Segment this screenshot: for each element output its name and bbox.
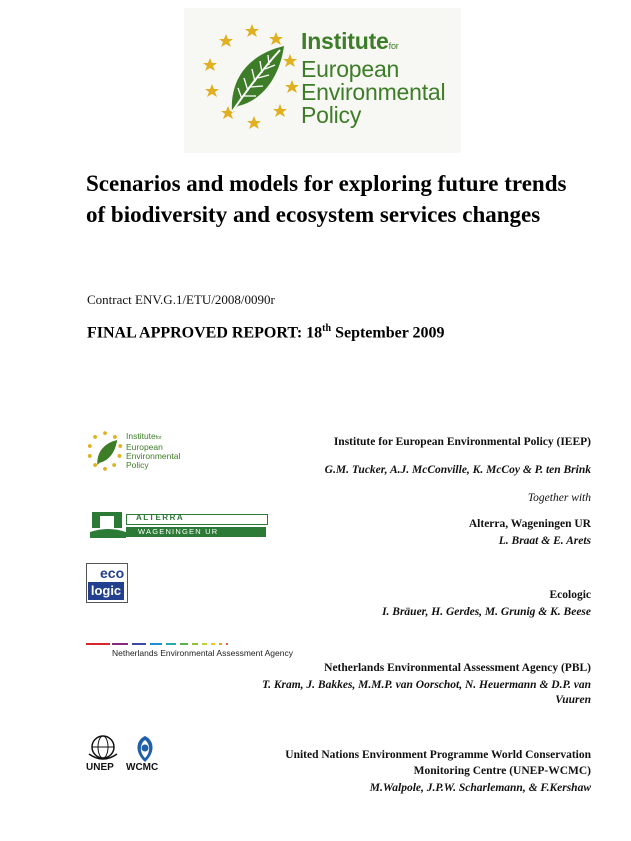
final-report-prefix: FINAL APPROVED REPORT: 18 <box>87 324 323 342</box>
logo-line-institute: Institute <box>301 28 389 54</box>
pbl-name: Netherlands Environmental Assessment Agency (PBL) <box>324 662 591 674</box>
ieep-small-line-for: for <box>155 435 162 441</box>
ecologic-logo-bottom: logic <box>88 582 124 600</box>
alterra-logo <box>90 510 270 540</box>
unep-wcmc-logo <box>86 734 172 776</box>
ieep-name: Institute for European Environmental Policy (IEEP) <box>333 436 591 448</box>
final-report-date <box>87 323 445 342</box>
alterra-logo-top: ALTERRA <box>136 513 185 522</box>
alterra-logo-bottom: WAGENINGEN UR <box>138 527 219 536</box>
wcmc-logo-text: WCMC <box>126 762 159 773</box>
logo-line-for: for <box>388 41 399 51</box>
final-report-sup: th <box>322 323 332 334</box>
unep-logo-text: UNEP <box>86 762 114 773</box>
pbl-logo <box>86 636 306 660</box>
ieep-logo <box>184 8 461 153</box>
unep-name-line2: Monitoring Centre (UNEP-WCMC) <box>413 765 591 777</box>
ecologic-name: Ecologic <box>549 589 591 601</box>
alterra-authors: L. Braat & E. Arets <box>498 535 591 547</box>
leaf-star-emblem-icon <box>202 20 302 130</box>
ieep-small-line-environmental: Environmental <box>126 451 181 461</box>
logo-line-environmental: Environmental <box>301 79 446 105</box>
logo-line-policy: Policy <box>301 102 362 128</box>
ecologic-logo-top: eco <box>100 565 125 581</box>
pbl-authors-line1: T. Kram, J. Bakkes, M.M.P. van Oorschot, N. Heuermann & D.P. van <box>262 679 591 691</box>
alterra-emblem-icon <box>90 510 126 540</box>
leaf-star-emblem-small-icon <box>86 430 124 472</box>
alterra-name: Alterra, Wageningen UR <box>468 518 591 530</box>
final-report-suffix: September 2009 <box>331 324 445 342</box>
ieep-small-wordmark <box>126 432 180 470</box>
unep-authors: M.Walpole, J.P.W. Scharlemann, & F.Kershaw <box>369 782 591 794</box>
wcmc-emblem-icon <box>130 734 160 764</box>
unep-globe-icon <box>86 734 120 762</box>
contract-number: Contract ENV.G.1/ETU/2008/0090r <box>87 292 275 307</box>
ieep-small-logo <box>86 430 186 472</box>
ieep-small-line-policy: Policy <box>126 460 149 470</box>
ecologic-authors: I. Bräuer, H. Gerdes, M. Grunig & K. Beese <box>382 606 591 618</box>
pbl-authors-line2: Vuuren <box>555 694 591 706</box>
ieep-authors: G.M. Tucker, A.J. McConville, K. McCoy & P. ten Brink <box>324 464 591 476</box>
pbl-logo-caption: Netherlands Environmental Assessment Agency <box>112 648 293 658</box>
logo-line-european: European <box>301 56 400 82</box>
unep-name-line1: United Nations Environment Programme World Conservation <box>285 749 591 761</box>
ieep-small-line-european: European <box>126 442 163 452</box>
ieep-logo-wordmark <box>301 30 445 127</box>
ecologic-logo <box>86 563 128 603</box>
report-title: Scenarios and models for exploring future trends of biodiversity and ecosystem services changes <box>86 171 567 227</box>
together-with: Together with <box>527 492 591 504</box>
ieep-small-line-institute: Institute <box>126 431 156 441</box>
